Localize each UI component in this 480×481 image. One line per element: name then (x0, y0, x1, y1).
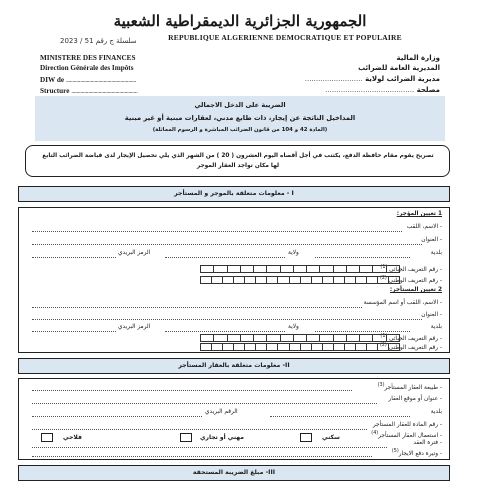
tenant-address-label: - العنوان (421, 312, 442, 318)
usage-agricultural-checkbox[interactable] (41, 433, 53, 442)
property-article-label: - رقم المادة للعقار المستأجر (372, 422, 442, 428)
lessor-nin-label: - رقم التعريف الوطني $^{(2)}$ (379, 276, 442, 284)
tenant-name-field[interactable] (32, 307, 362, 308)
property-usage-label: - استعمال العقار المستأجر$^{(4)}$ (371, 431, 442, 439)
section3-header (18, 465, 450, 481)
diw-ar: مديرية الضرائب لولاية .......................... (304, 75, 440, 83)
structure-fr: Structure ................................................... (40, 87, 138, 95)
tenant-nin-boxes[interactable] (200, 343, 400, 351)
tenant-wilaya-field[interactable] (165, 331, 285, 332)
property-commune-label: بلدية (430, 409, 442, 415)
tenant-nif-label: - رقم التعريف الجبائي $^{(1)}$ (380, 334, 442, 342)
property-address-field[interactable] (32, 403, 377, 404)
lessor-heading: 1 تعيين المؤجر: (396, 211, 442, 217)
property-postal-label: الرقم البريدي (205, 409, 238, 415)
tenant-postal-label: الرمز البريدي (118, 324, 151, 330)
property-nature-field[interactable] (32, 390, 352, 391)
usage-agricultural-label: فلاحي (63, 434, 82, 441)
lessor-name-label: - الاسم، اللقب (406, 224, 442, 230)
section2-title: II- معلومات متعلقة بالعقار المستأجر (178, 362, 290, 369)
tenant-wilaya-label: ولاية (288, 324, 299, 330)
country-title-ar: الجمهورية الجزائرية الديمقراطية الشعبية (113, 12, 367, 30)
lessor-address-label: - العنوان (421, 237, 442, 243)
section3-title: III- مبلغ الضريبة المستحقة (192, 469, 276, 476)
lessor-commune-field[interactable] (315, 257, 410, 258)
lessor-address-field[interactable] (32, 244, 422, 245)
payment-frequency-field[interactable] (32, 456, 372, 457)
lessor-postal-field[interactable] (32, 257, 116, 258)
tax-band-line3: (المادة 42 و 104 من قانون الضرائب المباشرة و الرسوم المماثلة) (152, 127, 328, 133)
usage-professional-checkbox[interactable] (180, 433, 192, 442)
tenant-commune-label: بلدية (430, 324, 442, 330)
section1-header (18, 186, 450, 202)
tenant-nif-boxes[interactable] (200, 334, 400, 342)
lessor-wilaya-label: ولاية (288, 250, 299, 256)
declaration-text: تصريح يقوم مقام حافظة الدفع، يكتتب في أجل أقصاه اليوم العشرون ( 20 ) من الشهر الذي يلي تحصيل الإيجار لدى قباضة الضرائب التابع لها مكان تواجد العقار الموجر (42, 153, 434, 169)
structure-ar: مصلحة ........................................ (325, 86, 440, 94)
tenant-address-field[interactable] (32, 319, 422, 320)
section2-header (18, 358, 450, 374)
lessor-postal-label: الرمز البريدي (118, 250, 151, 256)
direction-ar: المديرية العامة للضرائب (358, 64, 440, 72)
ministry-fr: MINISTERE DES FINANCES (40, 54, 136, 62)
usage-residential-checkbox[interactable] (300, 433, 312, 442)
country-title-fr: REPUBLIQUE ALGERIENNE DEMOCRATIQUE ET POPULAIRE (168, 33, 402, 42)
lessor-nif-boxes[interactable] (200, 265, 400, 273)
lessor-nin-boxes[interactable] (200, 276, 400, 284)
lessor-wilaya-field[interactable] (165, 257, 285, 258)
form-series: سلسلة ج رقم 51 / 2023 (60, 37, 137, 45)
property-nature-label: - طبيعة العقار المستأجر$^{(3)}$ (377, 383, 442, 391)
usage-professional-label: مهني أو تجاري (200, 434, 244, 441)
section1-title: I - معلومات متعلقة بالموجر و المستأجر (174, 190, 294, 197)
tenant-nin-label: - رقم التعريف الوطني $^{(2)}$ (379, 343, 442, 351)
contract-duration-label: - فترة العقد (413, 440, 442, 446)
property-article-field[interactable] (32, 429, 367, 430)
tax-band-line2: المداخيل الناتجة عن إيجار، ذات طابع مدني، لعقارات مبنية أو غير مبنية (124, 114, 356, 122)
usage-residential-label: سكني (322, 434, 340, 441)
lessor-nif-label: - رقم التعريف الجبائي $^{(1)}$ (380, 265, 442, 273)
tax-band-line1: الضريبة على الدخل الاجمالي (194, 101, 286, 109)
tenant-heading: 2 تعيين المستأجر: (389, 287, 442, 293)
contract-duration-field[interactable] (32, 447, 387, 448)
ministry-ar: وزارة المالية (396, 54, 440, 62)
property-postal-field[interactable] (32, 416, 202, 417)
property-address-label: - عنوان أو موقع العقار (388, 396, 442, 402)
tenant-commune-field[interactable] (315, 331, 410, 332)
diw-fr: DIW de ...................................................... (40, 76, 136, 84)
tenant-postal-field[interactable] (32, 331, 116, 332)
lessor-commune-label: بلدية (430, 250, 442, 256)
property-commune-field[interactable] (270, 416, 410, 417)
payment-frequency-label: - وتيرة دفع الايجار$^{(5)}$ (391, 449, 442, 457)
lessor-name-field[interactable] (32, 231, 402, 232)
direction-fr: Direction Générale des Impôts (40, 64, 134, 72)
tenant-name-label: - الاسم، اللقب أو اسم المؤسسة (363, 300, 442, 306)
